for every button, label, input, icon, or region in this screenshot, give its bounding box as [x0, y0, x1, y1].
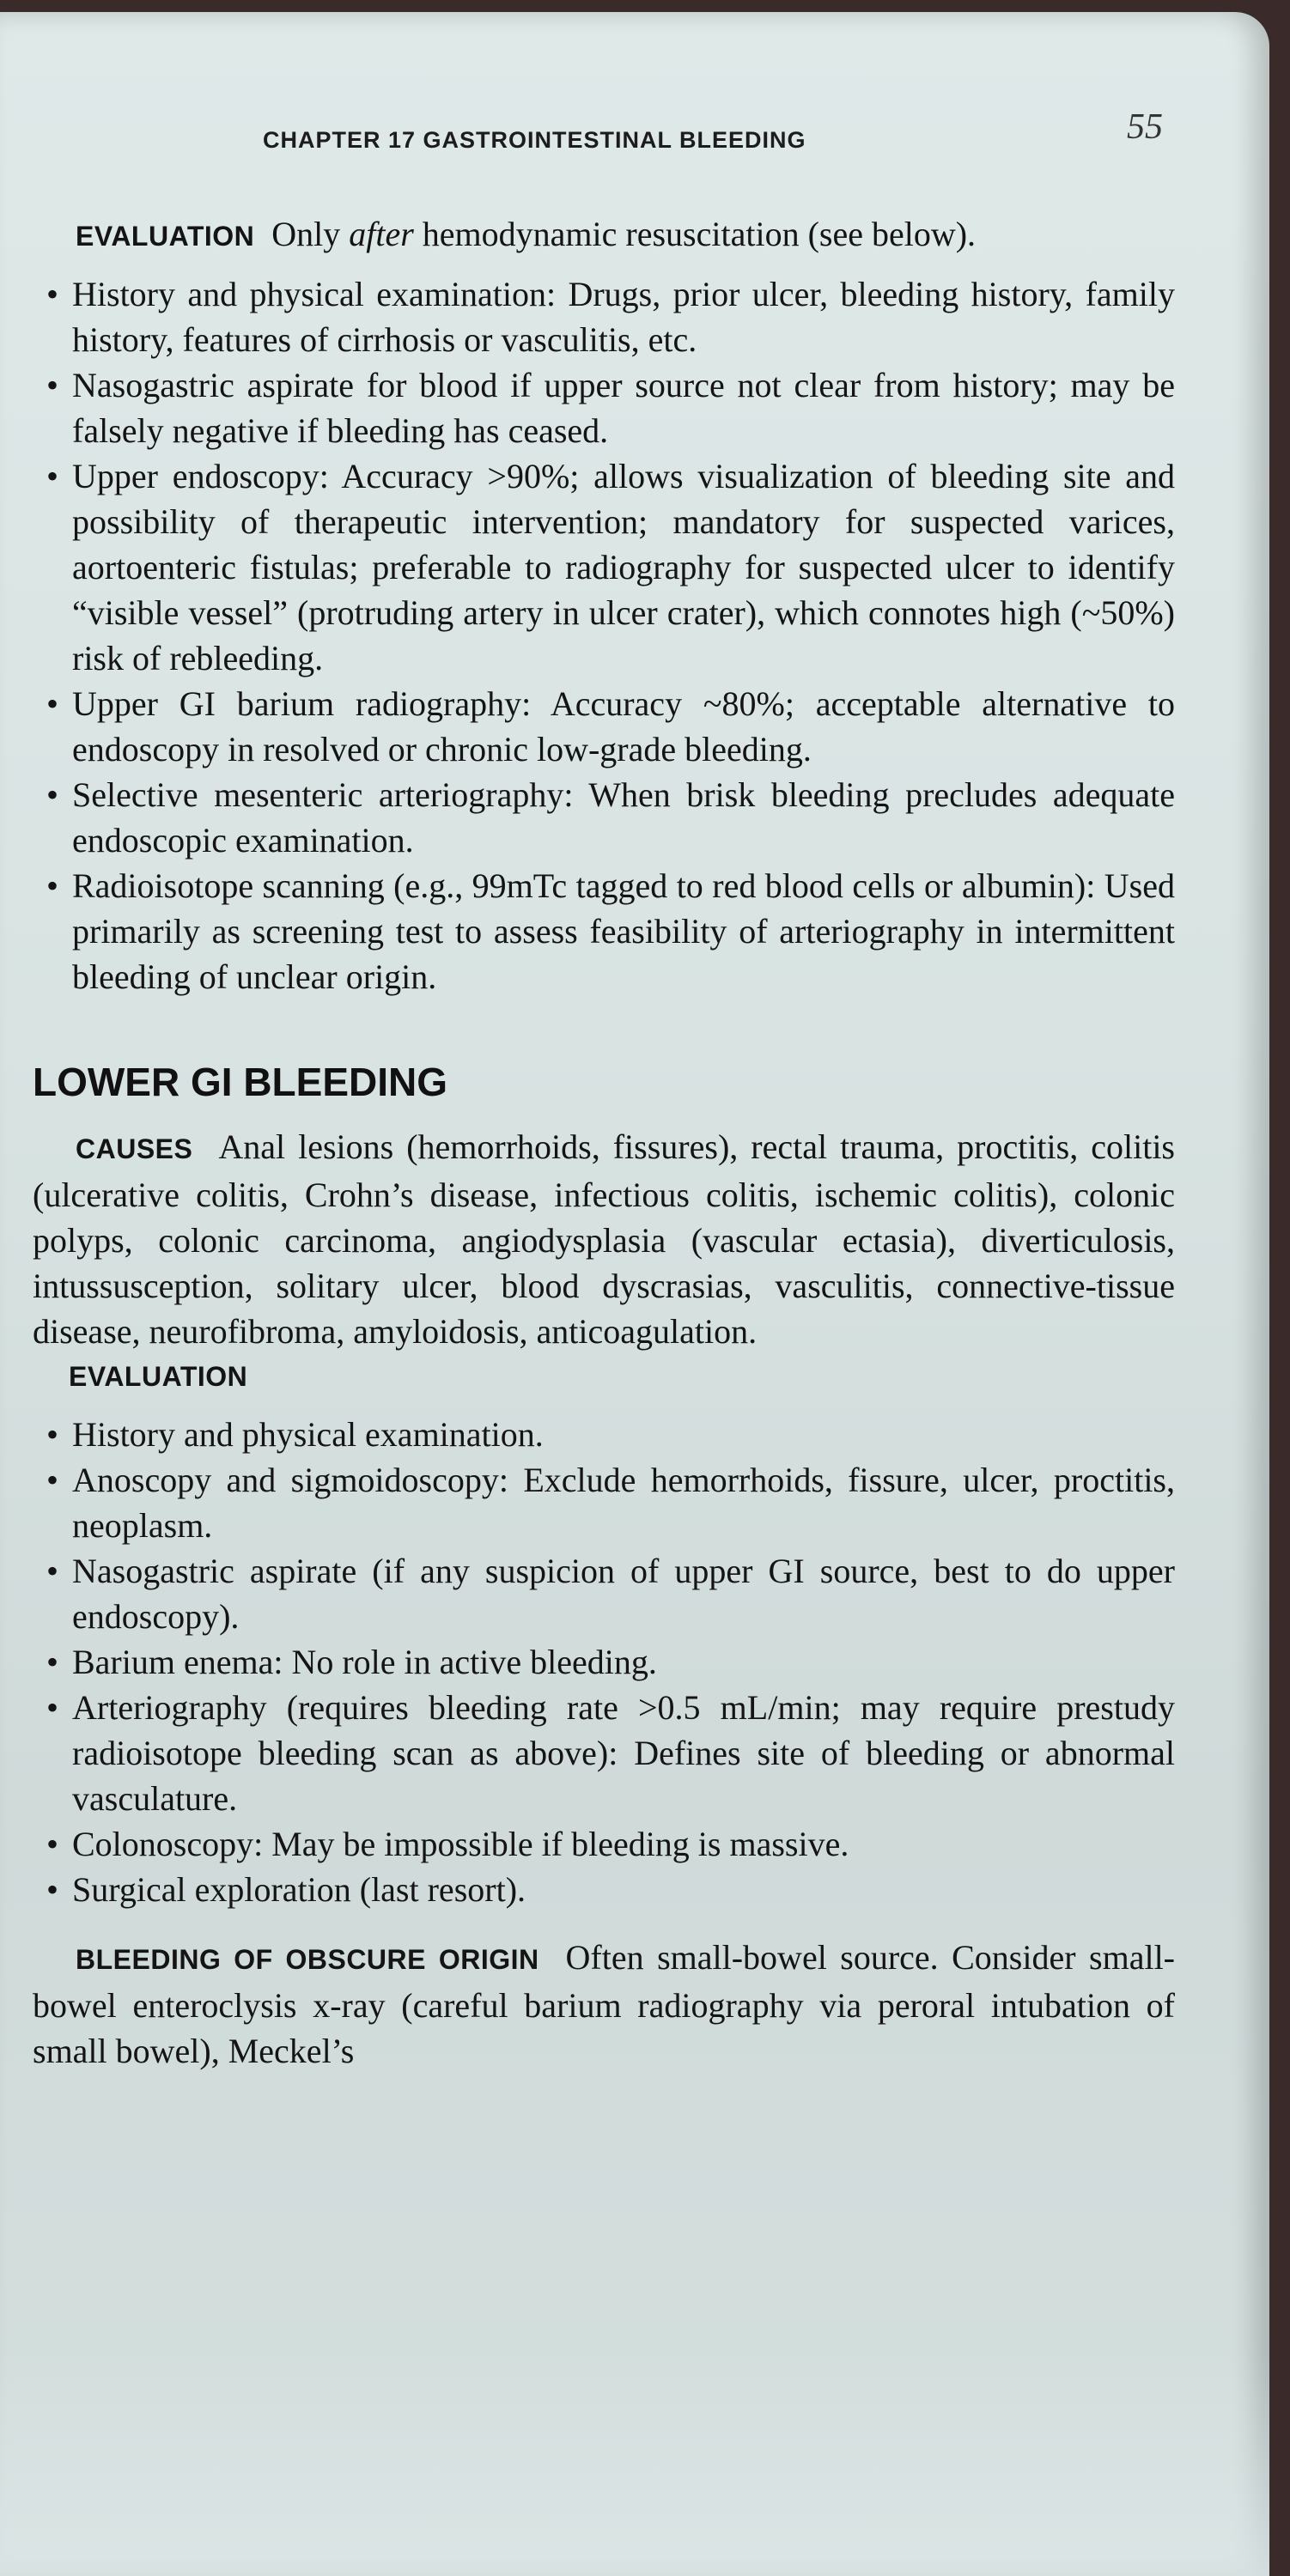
- evaluation-intro: [33, 211, 1175, 259]
- section-title-lower-gi: LOWER GI BLEEDING: [33, 1060, 447, 1104]
- obscure-origin-heading: BLEEDING OF OBSCURE ORIGIN: [76, 1944, 539, 1975]
- obscure-origin-paragraph: [33, 1935, 1175, 2074]
- book-page: [0, 12, 1269, 2576]
- list-item: • Nasogastric aspirate (if any suspicion of upper GI source, best to do upper endoscopy).: [46, 1552, 1175, 1636]
- evaluation-intro-pre: Only: [271, 215, 350, 253]
- list-item: • Anoscopy and sigmoidoscopy: Exclude hemorrhoids, fissure, ulcer, proctitis, neoplasm.: [46, 1461, 1175, 1545]
- list-item: • Surgical exploration (last resort).: [46, 1870, 526, 1909]
- list-item: • Nasogastric aspirate for blood if upper source not clear from history; may be falsely negative if bleeding has ceased.: [46, 366, 1175, 450]
- upper-gi-evaluation-list: [33, 271, 1175, 999]
- list-item: • Upper GI barium radiography: Accuracy ~80%; acceptable alternative to endoscopy in resolved or chronic low-grade bleeding.: [46, 684, 1175, 769]
- page-body: [33, 211, 1175, 2074]
- obscure-origin-text: Often small-bowel source. Consider small-bowel enteroclysis x-ray (careful barium radiography via peroral intubation of small bowel), Meckel’s: [33, 1938, 1175, 2070]
- list-item: • History and physical examination: Drugs, prior ulcer, bleeding history, family history, features of cirrhosis or vasculitis, etc.: [46, 275, 1175, 359]
- evaluation-intro-post: hemodynamic resuscitation (see below).: [413, 215, 977, 253]
- running-head: CHAPTER 17 GASTROINTESTINAL BLEEDING: [263, 127, 806, 153]
- causes-paragraph: [33, 1124, 1175, 1354]
- causes-heading: CAUSES: [76, 1133, 193, 1164]
- list-item: • Selective mesenteric arteriography: When brisk bleeding precludes adequate endoscopic examination.: [46, 775, 1175, 860]
- list-item: • Upper endoscopy: Accuracy >90%; allows visualization of bleeding site and possibility of therapeutic intervention; mandatory for suspected varices, aortoenteric fistulas; preferable to radiography for suspected ulcer to identify “visible vessel” (protruding artery in ulcer crater), which connotes high (~50%) risk of rebleeding.: [46, 457, 1175, 677]
- causes-text: Anal lesions (hemorrhoids, fissures), rectal trauma, proctitis, colitis (ulcerative colitis, Crohn’s disease, infectious colitis, ischemic colitis), colonic polyps, colonic carcinoma, angiodysplasia (vascular ectasia), diverticulosis, intussusception, solitary ulcer, blood dyscrasias, vasculitis, connective-tissue disease, neurofibroma, amyloidosis, anticoagulation.: [33, 1127, 1175, 1351]
- list-item: • Arteriography (requires bleeding rate >0.5 mL/min; may require prestudy radioisotope bleeding scan as above): Defines site of bleeding or abnormal vasculature.: [46, 1688, 1175, 1818]
- list-item: • Colonoscopy: May be impossible if bleeding is massive.: [46, 1825, 849, 1863]
- lower-gi-evaluation-list: [33, 1412, 1175, 1912]
- list-item: • History and physical examination.: [46, 1415, 544, 1454]
- lower-gi-evaluation-heading: EVALUATION: [69, 1361, 248, 1392]
- list-item: • Radioisotope scanning (e.g., 99mTc tagged to red blood cells or albumin): Used primarily as screening test to assess feasibility of arteriography in intermittent bleeding of unclear origin.: [46, 866, 1175, 996]
- page-number: 55: [1127, 107, 1163, 147]
- evaluation-intro-emphasis: after: [349, 215, 414, 253]
- evaluation-heading: EVALUATION: [76, 221, 255, 252]
- list-item: • Barium enema: No role in active bleeding.: [46, 1643, 657, 1681]
